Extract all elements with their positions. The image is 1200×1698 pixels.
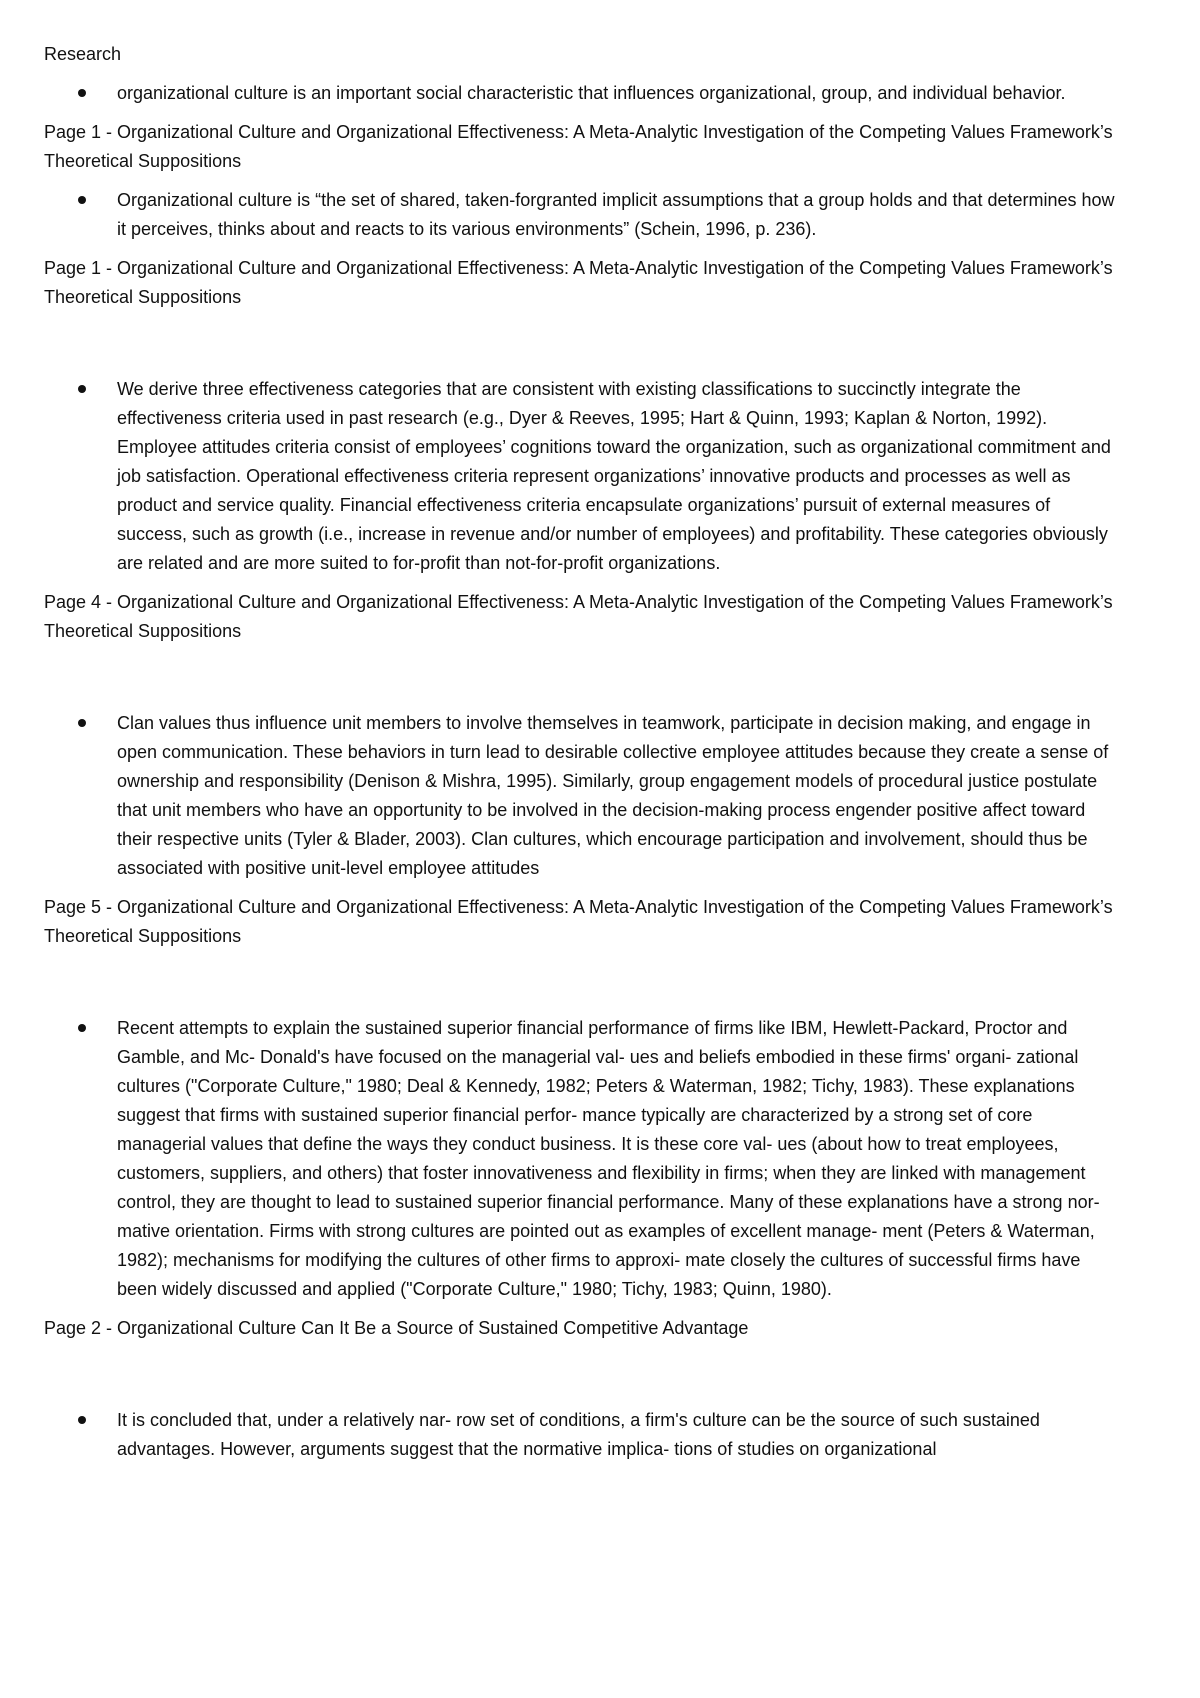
document-title: Research <box>44 44 122 64</box>
list-item-text: Organizational culture is “the set of shared, taken-forgranted implicit assumptions that a group holds and that determines how it perceives, thinks about and reacts to its various environments” (Schein, 1996, p. 236). <box>117 190 1115 239</box>
blank-line <box>44 322 1120 375</box>
list-item <box>44 1014 1120 1304</box>
blank-line <box>44 961 1120 1014</box>
blank-line <box>44 1353 1120 1406</box>
source-citation: Page 2 - Organizational Culture Can It Be a Source of Sustained Competitive Advantage <box>44 1318 749 1338</box>
source-citation: Page 5 - Organizational Culture and Organizational Effectiveness: A Meta-Analytic Investigation of the Competing Values Framework’s Theoretical Suppositions <box>44 897 1113 946</box>
list-item-text: Clan values thus influence unit members to involve themselves in teamwork, participate in decision making, and engage in open communication. These behaviors in turn lead to desirable collective employee attitudes because they create a sense of ownership and responsibility (Denison & Mishra, 1995). Similarly, group engagement models of procedural justice postulate that unit members who have an opportunity to be involved in the decision-making process engender positive affect toward their respective units (Tyler & Blader, 2003). Clan cultures, which encourage participation and involvement, should thus be associated with positive unit-level employee attitudes <box>117 713 1109 878</box>
list-item-text: Recent attempts to explain the sustained superior financial performance of firms like IBM, Hewlett-Packard, Proctor and Gamble, and Mc- Donald's have focused on the managerial val- ues and beliefs embodied in these firms' organi- zational cultures ("Corporate Culture," 1980; Deal & Kennedy, 1982; Peters & Waterman, 1982; Tichy, 1983). These explanations suggest that firms with sustained superior financial perfor- mance typically are characterized by a strong set of core managerial values that define the ways they conduct business. It is these core val- ues (about how to treat employees, customers, suppliers, and others) that foster innovativeness and flexibility in firms; when they are linked with management control, they are thought to lead to sustained superior financial performance. Many of these explanations have a strong nor- mative orientation. Firms with strong cultures are pointed out as examples of excellent manage- ment (Peters & Waterman, 1982); mechanisms for modifying the cultures of other firms to approxi- mate closely the cultures of successful firms have been widely discussed and applied ("Corporate Culture," 1980; Tichy, 1983; Quinn, 1980). <box>117 1018 1100 1299</box>
list-item <box>44 709 1120 883</box>
source-citation: Page 4 - Organizational Culture and Organizational Effectiveness: A Meta-Analytic Investigation of the Competing Values Framework’s Theoretical Suppositions <box>44 592 1113 641</box>
list-item <box>44 375 1120 578</box>
list-item <box>44 79 1120 108</box>
list-item <box>44 186 1120 244</box>
bullet-icon <box>78 1416 86 1424</box>
source-citation: Page 1 - Organizational Culture and Organizational Effectiveness: A Meta-Analytic Investigation of the Competing Values Framework’s Theoretical Suppositions <box>44 122 1113 171</box>
bullet-icon <box>78 719 86 727</box>
source-citation: Page 1 - Organizational Culture and Organizational Effectiveness: A Meta-Analytic Investigation of the Competing Values Framework’s Theoretical Suppositions <box>44 258 1113 307</box>
list-item-text: It is concluded that, under a relatively nar- row set of conditions, a firm's culture can be the source of such sustained advantages. However, arguments suggest that the normative implica- tions of studies on organizational <box>117 1410 1040 1459</box>
bullet-icon <box>78 1024 86 1032</box>
list-item <box>44 1406 1120 1464</box>
bullet-icon <box>78 196 86 204</box>
blank-line <box>44 656 1120 709</box>
bullet-icon <box>78 89 86 97</box>
list-item-text: organizational culture is an important social characteristic that influences organizational, group, and individual behavior. <box>117 83 1066 103</box>
bullet-icon <box>78 385 86 393</box>
list-item-text: We derive three effectiveness categories that are consistent with existing classifications to succinctly integrate the effectiveness criteria used in past research (e.g., Dyer & Reeves, 1995; Hart & Quinn, 1993; Kaplan & Norton, 1992). Employee attitudes criteria consist of employees’ cognitions toward the organization, such as organizational commitment and job satisfaction. Operational effectiveness criteria represent organizations’ innovative products and processes as well as product and service quality. Financial effectiveness criteria encapsulate organizations’ pursuit of external measures of success, such as growth (i.e., increase in revenue and/or number of employees) and profitability. These categories obviously are related and are more suited to for-profit than not-for-profit organizations. <box>117 379 1111 573</box>
